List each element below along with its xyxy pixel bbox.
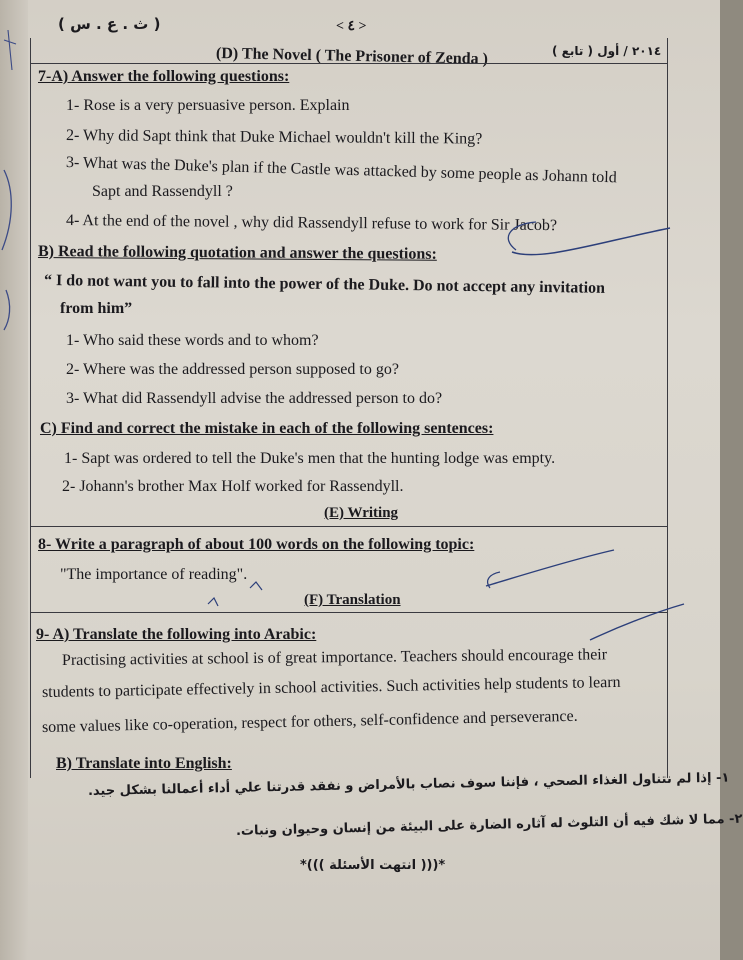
question-7a-3-cont: Sapt and Rassendyll ? (92, 183, 233, 200)
translation-a-heading: 9- A) Translate the following into Arabic: (36, 626, 317, 643)
ink-swoosh-2 (486, 550, 614, 586)
passage-line-2: students to participate effectively in school activities. Such activities help students to learn (41, 673, 621, 701)
quotation-line-2: from him” (60, 300, 133, 317)
writing-topic: "The importance of reading". (60, 566, 248, 583)
writing-heading: 8- Write a paragraph of about 100 words on the following topic: (38, 536, 475, 553)
ink-hook-1 (508, 222, 536, 250)
question-7a-4: 4- At the end of the novel , why did Rassendyll refuse to work for Sir Jacob? (65, 212, 558, 235)
ink-margin-mark-top (4, 30, 16, 70)
passage-line-3: some values like co-operation, respect for others, self-confidence and perseverance. (41, 707, 578, 736)
page-marker: < ٤ > (336, 19, 367, 34)
section-7b-heading: B) Read the following quotation and answer the questions: (37, 243, 437, 263)
ink-margin-bracket-2 (4, 290, 10, 330)
ink-caret-2 (250, 582, 262, 590)
question-7a-3: 3- What was the Duke's plan if the Castle was attacked by some people as Johann told (65, 154, 617, 187)
passage-line-1: Practising activities at school is of great importance. Teachers should encourage their (61, 646, 608, 669)
question-7b-2: 2- Where was the addressed person supposed to go? (66, 361, 399, 378)
ink-margin-bracket-1 (2, 170, 11, 250)
section-7c-heading: C) Find and correct the mistake in each of the following sentences: (40, 420, 494, 437)
ink-swoosh-3 (590, 604, 684, 640)
writing-title: (E) Writing (324, 505, 399, 521)
sentence-7c-1: 1- Sapt was ordered to tell the Duke's men that the hunting lodge was empty. (64, 450, 556, 467)
section-title: (D) The Novel ( The Prisoner of Zenda ) (215, 45, 489, 68)
translation-b-heading: B) Translate into English: (56, 755, 232, 772)
translation-title: (F) Translation (304, 592, 401, 608)
section-7a-heading: 7-A) Answer the following questions: (38, 68, 290, 85)
exam-reference: ٢٠١٤ / أول ( تابع ) (552, 44, 662, 58)
paper-code: ( ث . ع . س ) (58, 15, 161, 33)
sentence-7c-2: 2- Johann's brother Max Holf worked for Rassendyll. (62, 478, 404, 495)
question-7b-1: 1- Who said these words and to whom? (66, 332, 319, 349)
question-7a-1: 1- Rose is a very persuasive person. Explain (66, 97, 350, 114)
arabic-sentence-2: ٢- مما لا شك فيه أن التلوث له آثاره الضارة على البيئة من إنسان وحيوان ونبات. (235, 811, 743, 839)
question-7b-3: 3- What did Rassendyll advise the addressed person to do? (66, 390, 443, 407)
arabic-sentence-1: ١- إذا لم نتناول الغذاء الصحي ، فإننا سوف نصاب بالأمراض و نفقد قدرتنا علي أداء أعمالنا بشكل جيد. (87, 770, 730, 799)
ink-caret-1 (208, 598, 218, 606)
question-7a-2: 2- Why did Sapt think that Duke Michael wouldn't kill the King? (65, 127, 483, 148)
end-of-questions: *((( انتهت الأسئلة )))* (300, 858, 446, 873)
ink-swoosh-1 (512, 228, 670, 255)
quotation-line-1: “ I do not want you to fall into the power of the Duke. Do not accept any invitation (43, 272, 606, 297)
